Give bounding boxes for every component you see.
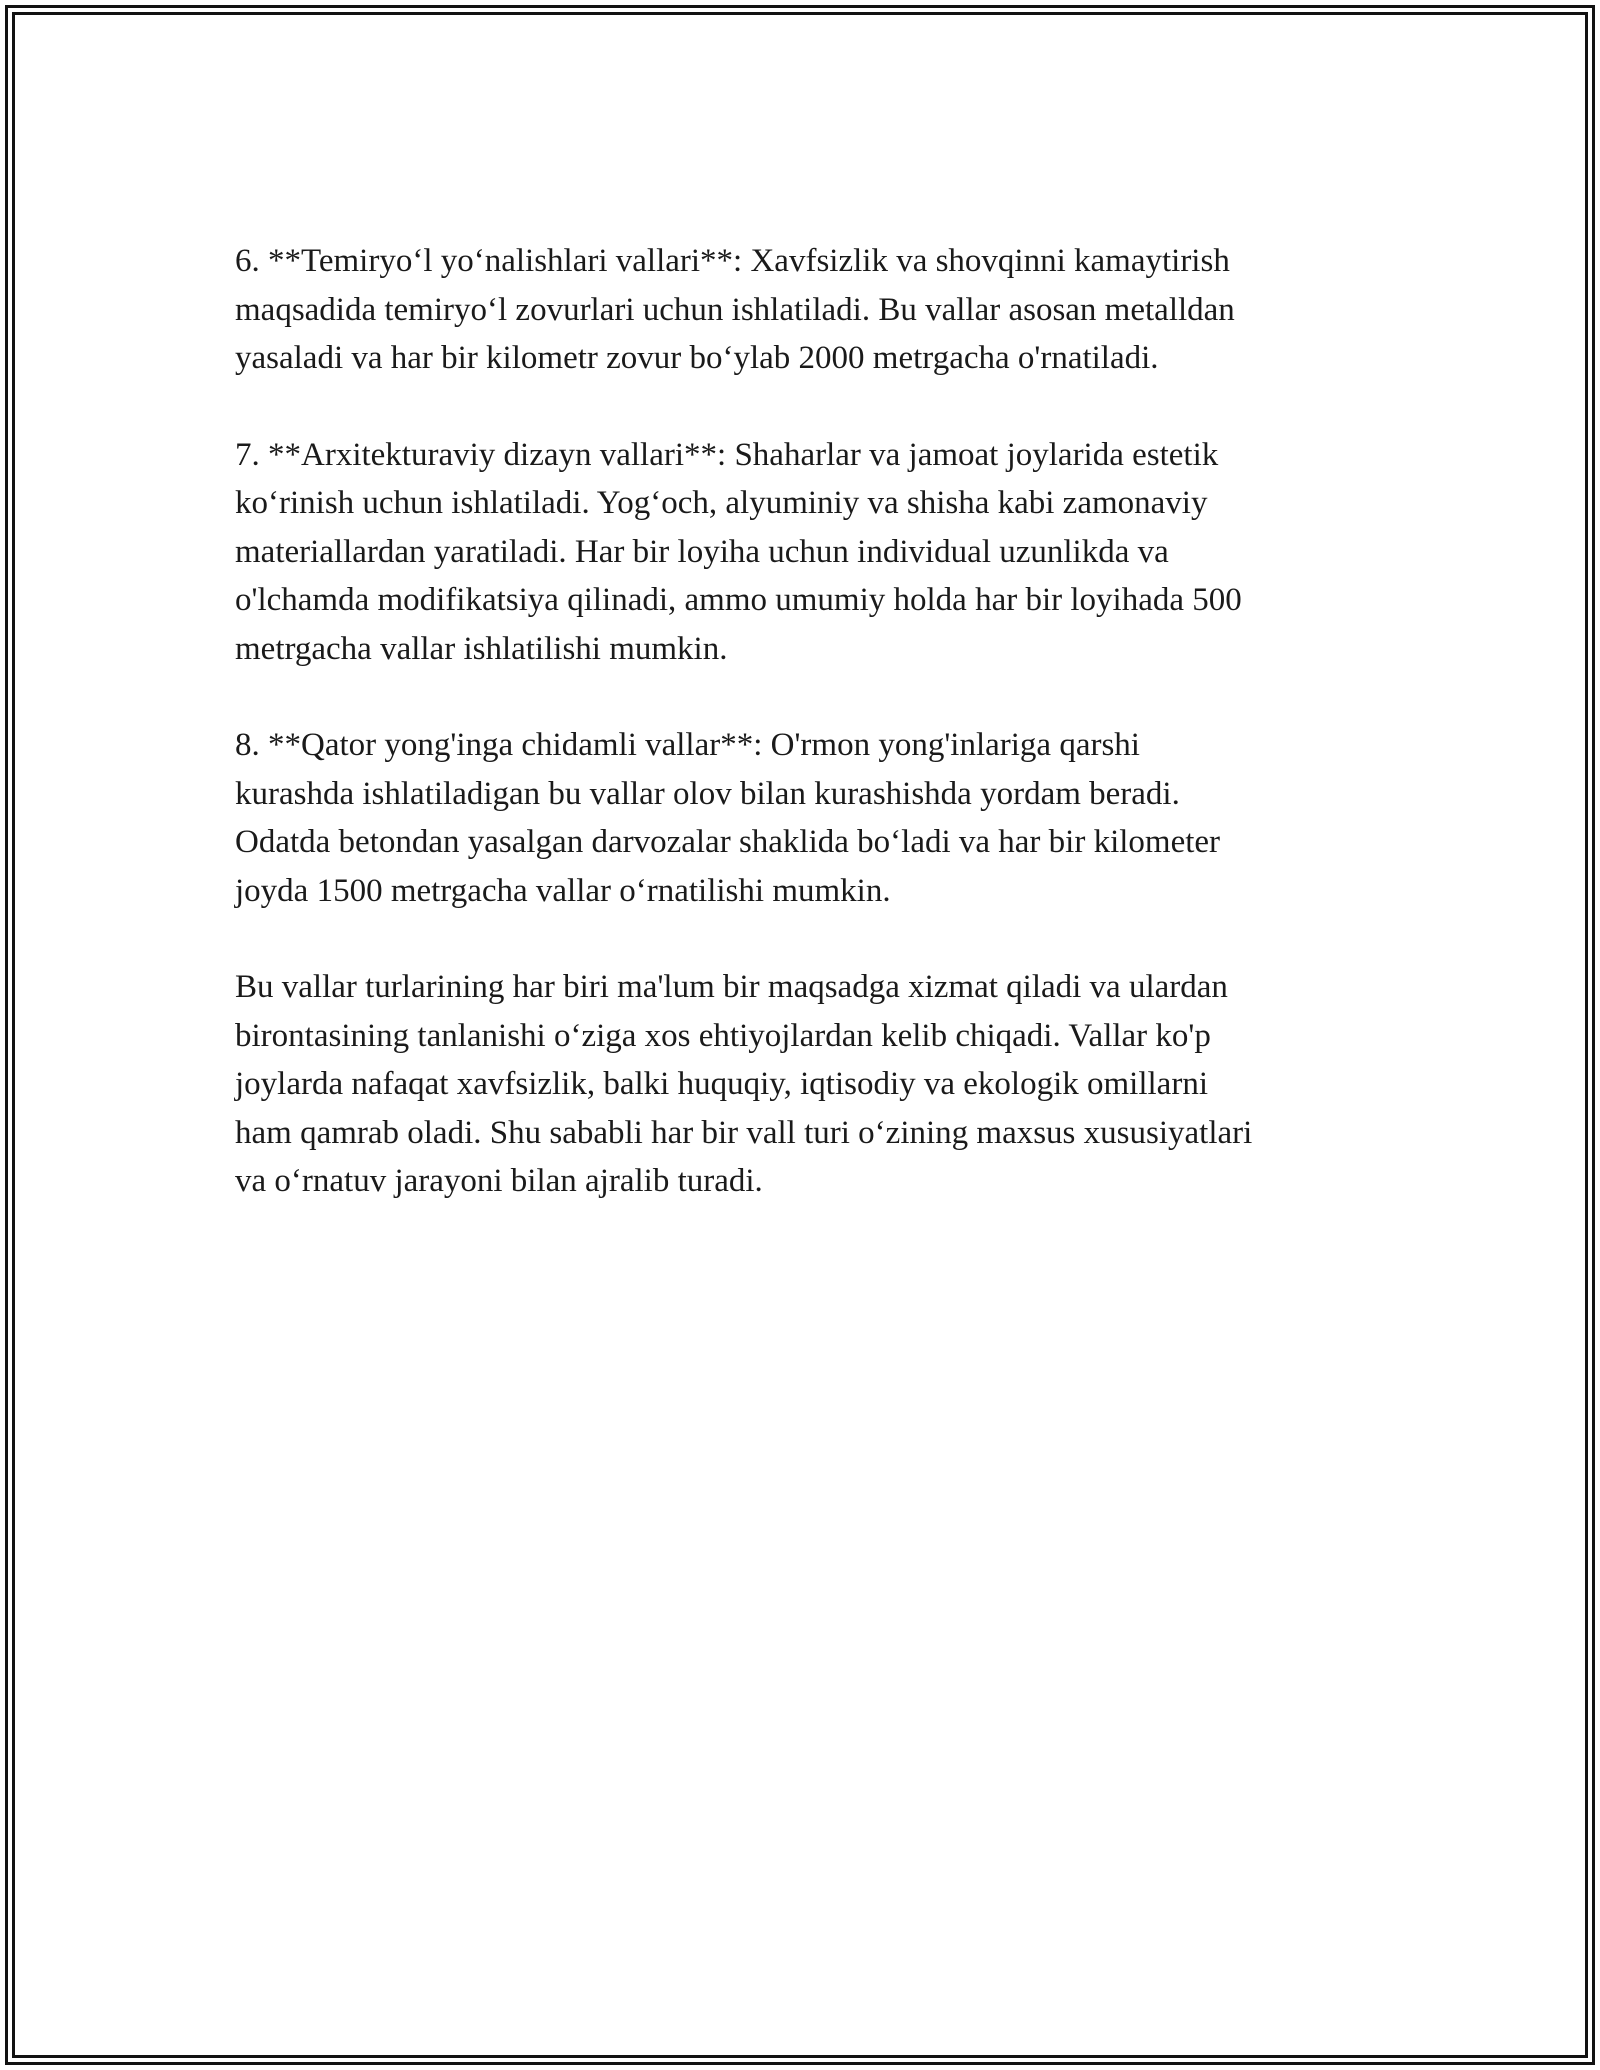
paragraph-conclusion: Bu vallar turlarining har biri ma'lum bir maqsadga xizmat qiladi va ulardan birontasining tanlanishi o‘ziga xos ehtiyojlardan kelib chiqadi. Vallar ko'p joylarda nafaqat xavfsizlik, balki huquqiy, iqtisodiy va ekologik omillarni ham qamrab oladi. Shu sababli har bir vall turi o‘zining maxsus xususiyatlari va o‘rnatuv jarayoni bilan ajralib turadi. [235, 969, 1253, 1199]
paragraph-architectural-barriers: 7. **Arxitekturaviy dizayn vallari**: Shaharlar va jamoat joylarida estetik ko‘rinish uchun ishlatiladi. Yog‘och, alyuminiy va shisha kabi zamonaviy materiallardan yaratiladi. Har bir loyiha uchun individual uzunlikda va o'lchamda modifikatsiya qilinadi, ammo umumiy holda har bir loyihada 500 metrgacha vallar ishlatilishi mumkin. [235, 436, 1242, 667]
document-body [235, 237, 1385, 1254]
paragraph-railway-barriers: 6. **Temiryo‘l yo‘nalishlari vallari**: Xavfsizlik va shovqinni kamaytirish maqsadida temiryo‘l zovurlari uchun ishlatiladi. Bu vallar asosan metalldan yasaladi va har bir kilometr zovur bo‘ylab 2000 metrgacha o'rnatiladi. [235, 243, 1235, 376]
paragraph-fire-resistant-barriers: 8. **Qator yong'inga chidamli vallar**: O'rmon yong'inlariga qarshi kurashda ishlatiladigan bu vallar olov bilan kurashishda yordam beradi. Odatda betondan yasalgan darvozalar shaklida bo‘ladi va har bir kilometer joyda 1500 metrgacha vallar o‘rnatilishi mumkin. [235, 727, 1221, 909]
